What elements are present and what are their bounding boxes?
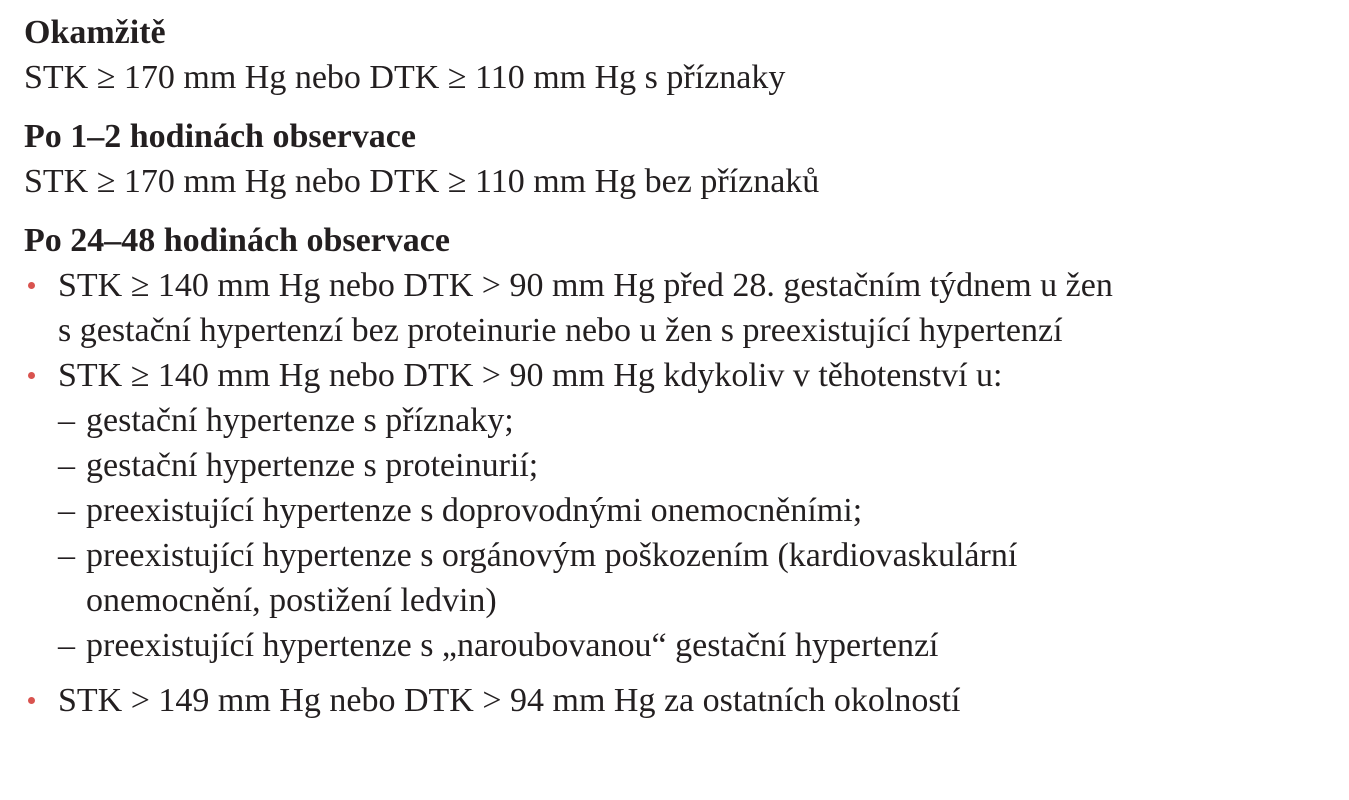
bullet-dot-icon xyxy=(28,372,35,379)
sub-item-line: preexistující hypertenze s „naroubovanou“ gestační hypertenzí xyxy=(86,627,939,664)
section-heading: Po 1–2 hodinách observace xyxy=(24,118,416,155)
sub-list-item xyxy=(24,398,1339,443)
section-text: STK ≥ 170 mm Hg nebo DTK ≥ 110 mm Hg s příznaky xyxy=(24,59,786,96)
section-immediate xyxy=(24,10,1339,100)
sub-list xyxy=(24,398,1339,668)
section-after-24-48-hours xyxy=(24,218,1339,723)
spacer xyxy=(24,204,1339,218)
spacer xyxy=(24,100,1339,114)
sub-item-line: gestační hypertenze s proteinurií; xyxy=(86,447,539,484)
sub-list-item xyxy=(24,623,1339,668)
sub-item-line: preexistující hypertenze s doprovodnými onemocněními; xyxy=(86,492,863,529)
bullet-item xyxy=(24,263,1339,353)
dash-marker: – xyxy=(58,627,75,664)
dash-marker: – xyxy=(58,447,75,484)
section-text: STK ≥ 170 mm Hg nebo DTK ≥ 110 mm Hg bez příznaků xyxy=(24,163,820,200)
document xyxy=(24,10,1339,723)
sub-list-item xyxy=(24,488,1339,533)
sub-list-item xyxy=(24,533,1339,623)
dash-marker: – xyxy=(58,492,75,529)
bullet-line: STK ≥ 140 mm Hg nebo DTK > 90 mm Hg kdykoliv v těhotenství u: xyxy=(58,357,1003,394)
sub-item-line: gestační hypertenze s příznaky; xyxy=(86,402,514,439)
section-after-1-2-hours xyxy=(24,114,1339,204)
sub-item-line: onemocnění, postižení ledvin) xyxy=(86,582,497,619)
dash-marker: – xyxy=(58,537,75,574)
sub-item-line: preexistující hypertenze s orgánovým poškozením (kardiovaskulární xyxy=(86,537,1018,574)
section-heading: Po 24–48 hodinách observace xyxy=(24,222,450,259)
spacer xyxy=(24,668,1339,678)
bullet-line: s gestační hypertenzí bez proteinurie nebo u žen s preexistující hypertenzí xyxy=(58,312,1063,349)
bullet-dot-icon xyxy=(28,697,35,704)
bullet-item xyxy=(24,353,1339,398)
section-heading: Okamžitě xyxy=(24,14,166,51)
bullet-line: STK > 149 mm Hg nebo DTK > 94 mm Hg za ostatních okolností xyxy=(58,682,961,719)
dash-marker: – xyxy=(58,402,75,439)
bullet-dot-icon xyxy=(28,282,35,289)
sub-list-item xyxy=(24,443,1339,488)
bullet-item xyxy=(24,678,1339,723)
bullet-line: STK ≥ 140 mm Hg nebo DTK > 90 mm Hg před 28. gestačním týdnem u žen xyxy=(58,267,1113,304)
